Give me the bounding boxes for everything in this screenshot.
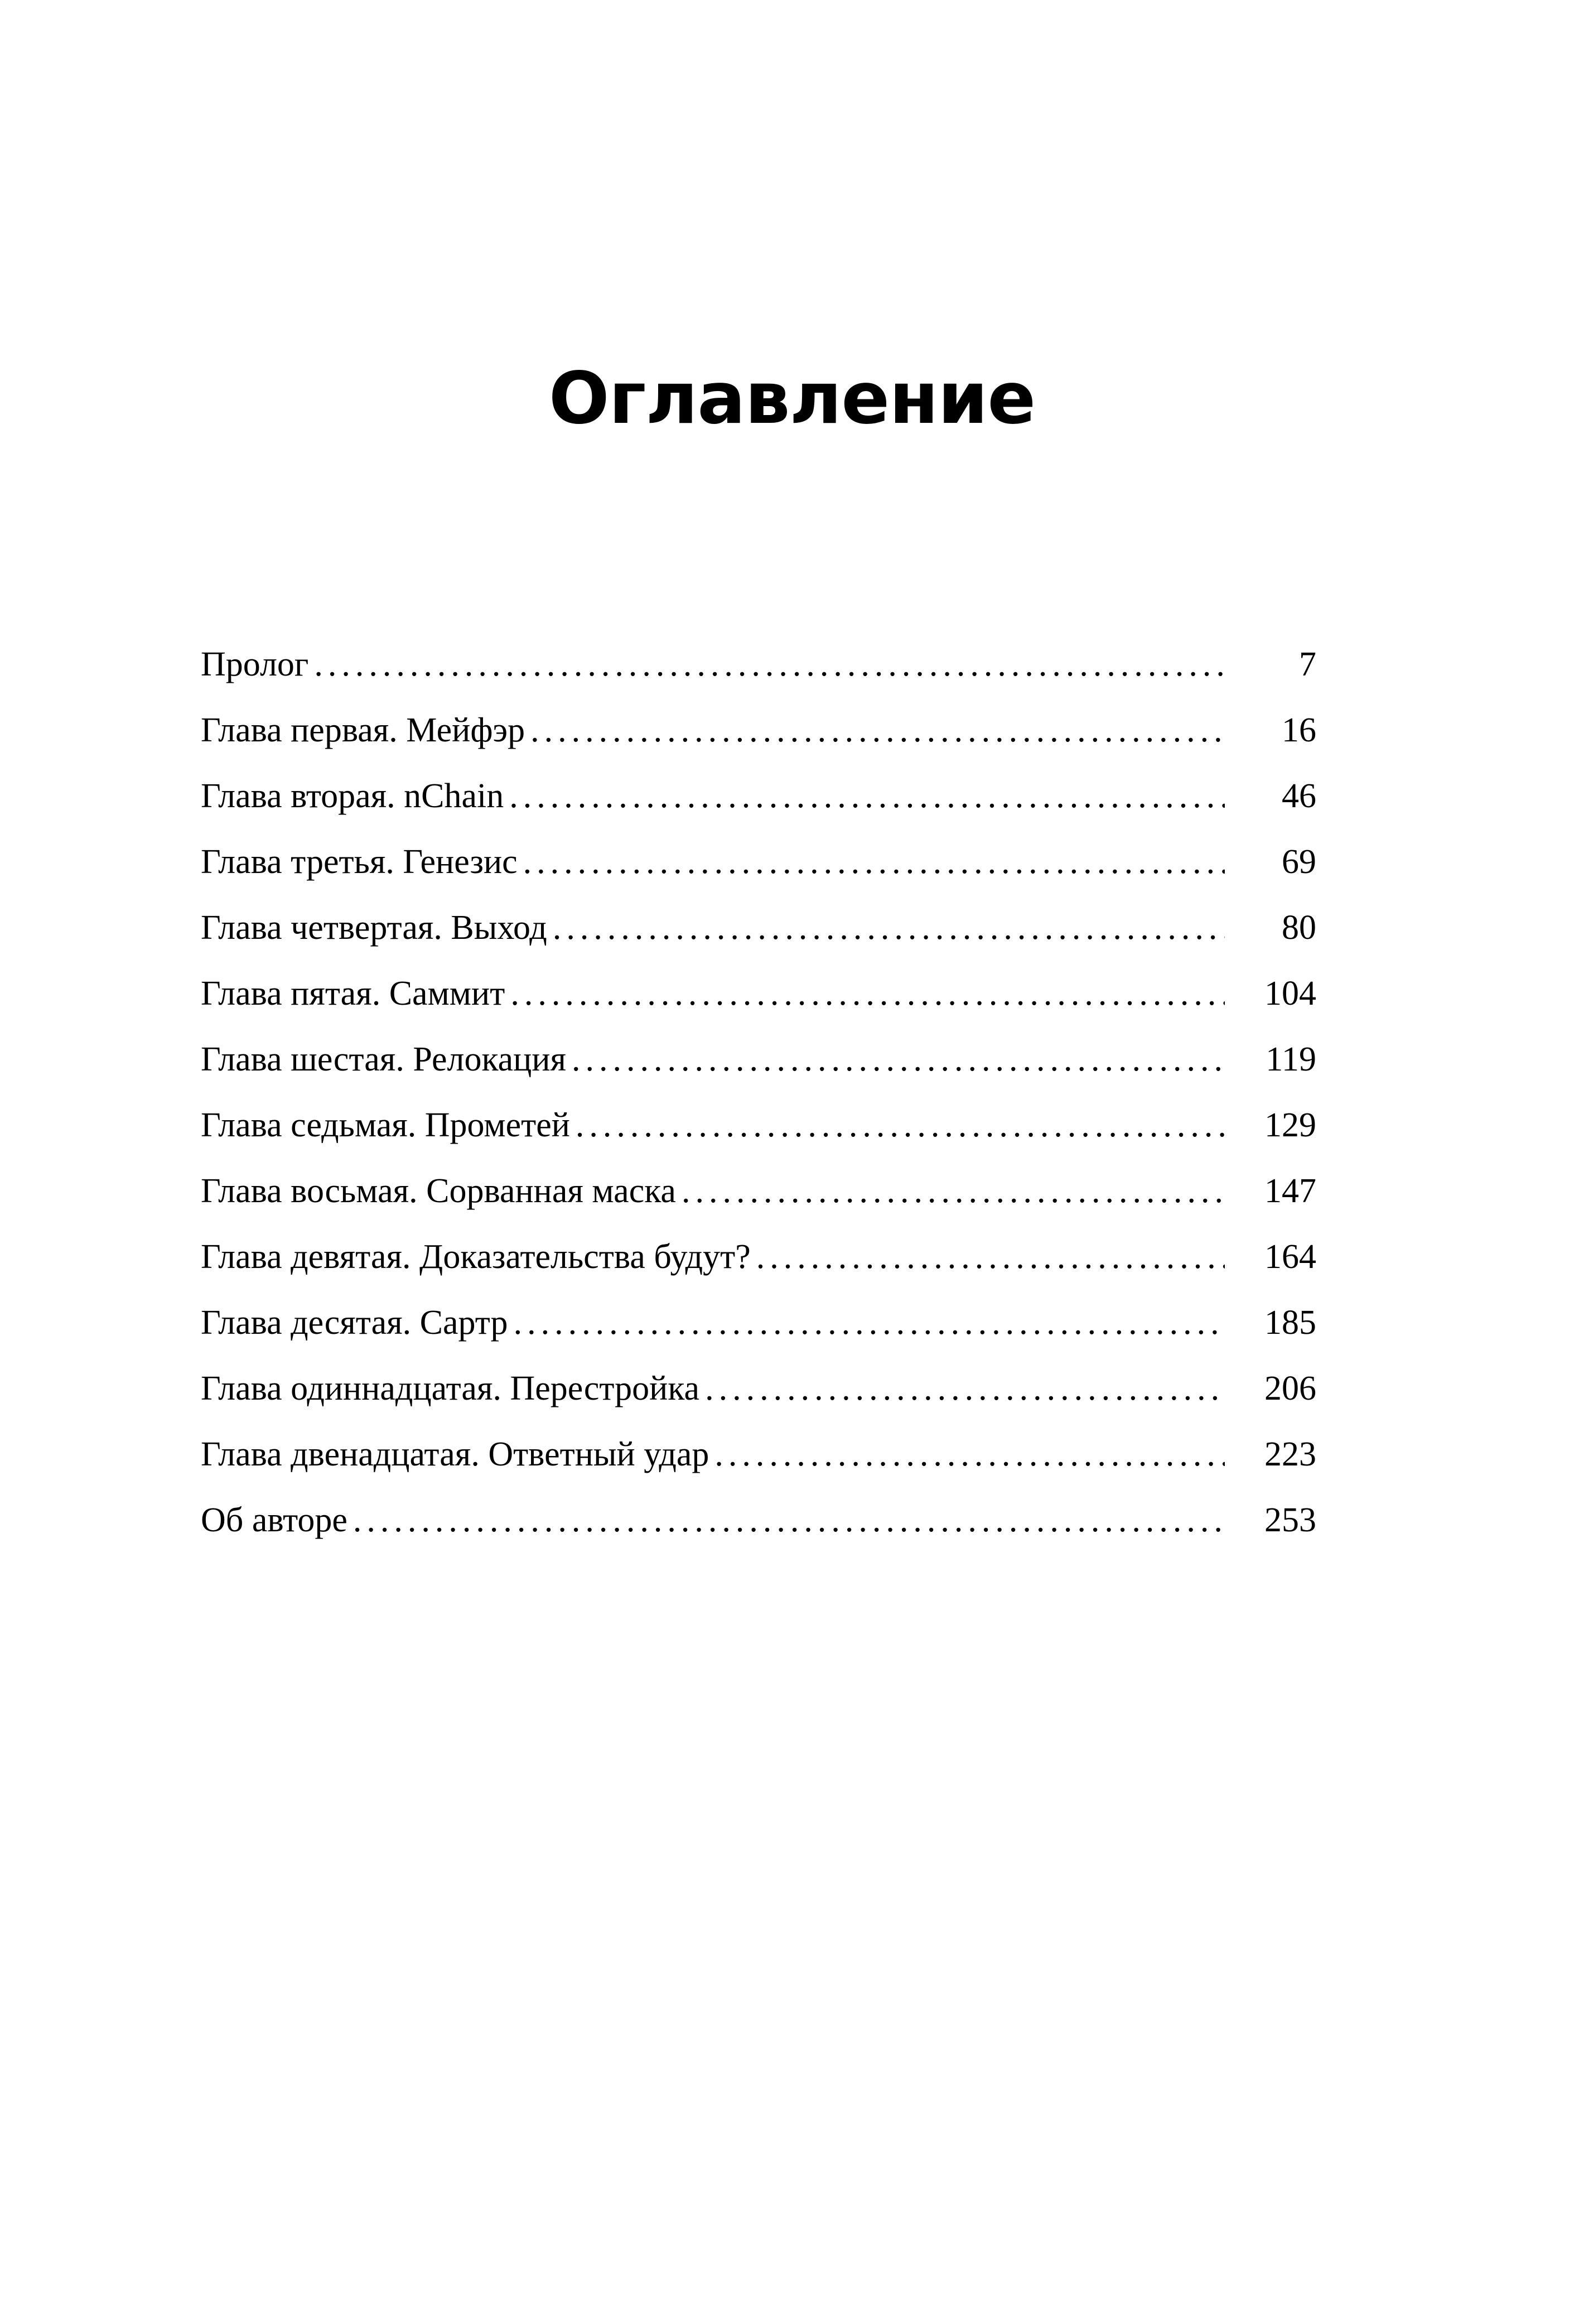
toc-entry-page: 46 [1282,777,1316,815]
toc-entry[interactable] [201,779,1316,845]
toc-entry[interactable] [201,647,1316,713]
toc-entry-page: 164 [1264,1238,1316,1276]
toc-entry-page: 104 [1264,975,1316,1012]
page-title: Оглавление [548,357,1036,440]
toc-entry-label: Глава одиннадцатая. Перестройка [201,1370,700,1407]
toc-entry[interactable] [201,976,1316,1042]
toc-entry[interactable] [201,1503,1316,1569]
toc-entry-label: Глава восьмая. Сорванная маска [201,1172,676,1210]
toc-entry[interactable] [201,845,1316,910]
toc-entry-page: 119 [1266,1040,1316,1078]
toc-entry-page: 185 [1264,1304,1316,1342]
toc-leader-dots [510,976,1225,1011]
toc-entry-label: Глава третья. Генезис [201,843,518,881]
toc-entry-page: 147 [1264,1172,1316,1210]
table-of-contents [201,647,1316,1569]
toc-entry-label: Глава седьмая. Прометей [201,1106,570,1144]
toc-entry[interactable] [201,910,1316,976]
toc-entry[interactable] [201,1108,1316,1174]
toc-entry-label: Глава пятая. Саммит [201,975,505,1012]
toc-leader-dots [705,1371,1225,1406]
toc-entry-page: 16 [1282,711,1316,749]
toc-entry[interactable] [201,1174,1316,1240]
toc-entry[interactable] [201,1240,1316,1305]
toc-leader-dots [576,1108,1225,1142]
toc-entry-page: 69 [1282,843,1316,881]
toc-entry-page: 80 [1282,909,1316,947]
toc-leader-dots [523,845,1225,879]
toc-entry[interactable] [201,1437,1316,1503]
toc-leader-dots [682,1174,1225,1208]
toc-entry[interactable] [201,1371,1316,1437]
toc-leader-dots [553,910,1225,945]
toc-leader-dots [756,1240,1225,1274]
toc-entry-page: 129 [1264,1106,1316,1144]
toc-entry-label: Глава девятая. Доказательства будут? [201,1238,751,1276]
toc-leader-dots [572,1042,1225,1077]
toc-entry-page: 206 [1264,1370,1316,1407]
toc-leader-dots [314,647,1225,682]
toc-entry-label: Глава шестая. Релокация [201,1040,567,1078]
toc-entry-label: Пролог [201,645,309,683]
toc-entry-page: 253 [1264,1501,1316,1539]
toc-entry-label: Глава четвертая. Выход [201,909,547,947]
toc-leader-dots [353,1503,1225,1537]
toc-leader-dots [530,713,1225,748]
toc-leader-dots [509,779,1225,813]
toc-entry[interactable] [201,713,1316,779]
toc-entry-label: Об авторе [201,1501,347,1539]
toc-entry[interactable] [201,1042,1316,1108]
toc-entry-label: Глава десятая. Сартр [201,1304,508,1342]
toc-entry[interactable] [201,1305,1316,1371]
toc-leader-dots [514,1305,1225,1340]
toc-entry-page: 7 [1299,645,1316,683]
toc-leader-dots [714,1437,1225,1472]
toc-entry-label: Глава вторая. nChain [201,777,504,815]
toc-entry-page: 223 [1264,1435,1316,1473]
toc-entry-label: Глава двенадцатая. Ответный удар [201,1435,709,1473]
toc-entry-label: Глава первая. Мейфэр [201,711,525,749]
